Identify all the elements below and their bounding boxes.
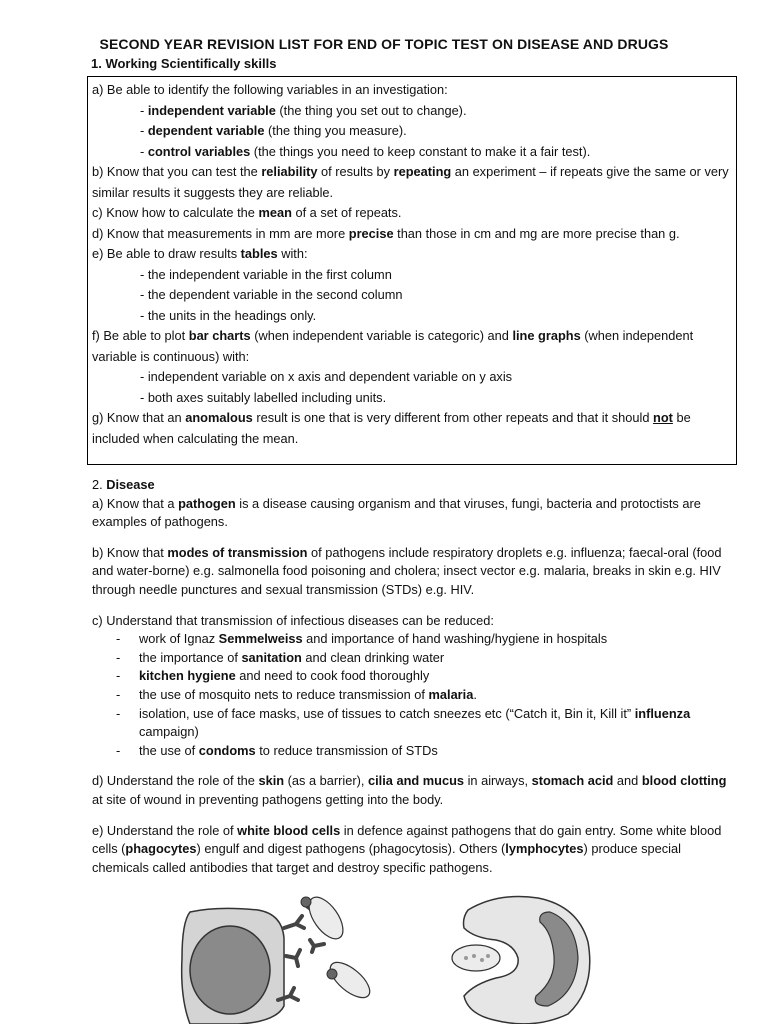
page-title: SECOND YEAR REVISION LIST FOR END OF TOPIC TEST ON DISEASE AND DRUGS <box>99 36 669 52</box>
item-1a-control: - control variables (the things you need to keep constant to make it a fair test). <box>140 143 591 159</box>
item-1b: b) Know that you can test the reliability of results by repeating an experiment – if repeats give the same or very similar results it suggests they are reliable. <box>92 164 729 200</box>
item-1c: c) Know how to calculate the mean of a set of repeats. <box>92 205 402 220</box>
working-scientifically-box <box>87 76 737 465</box>
list-item: - isolation, use of face masks, use of tissues to catch sneezes etc (“Catch it, Bin it, Kill it” influenza campaign) <box>92 705 737 742</box>
item-2b: b) Know that modes of transmission of pathogens include respiratory droplets e.g. influenza; faecal-oral (food and water-borne) e.g. salmonella food poisoning and cholera; insect vector e.g. malaria, breaks in skin e.g. HIV through needle punctures and sexual transmission (STDs) e.g. HIV. <box>92 544 722 597</box>
item-1a-intro: a) Be able to identify the following variables in an investigation: <box>92 82 448 97</box>
transmission-reduction-list <box>92 630 737 760</box>
list-item: - kitchen hygiene and need to cook food thoroughly <box>92 667 737 686</box>
item-2a: a) Know that a pathogen is a disease causing organism and that viruses, fungi, bacteria and protoctists are examples of pathogens. <box>92 495 701 530</box>
section2-heading: 2. Disease <box>92 477 155 492</box>
list-item: - work of Ignaz Semmelweiss and importance of hand washing/hygiene in hospitals <box>92 630 737 649</box>
item-2c-intro: c) Understand that transmission of infectious diseases can be reduced: <box>92 612 494 628</box>
item-1g: g) Know that an anomalous result is one that is very different from other repeats and that it should not be included when calculating the mean. <box>92 410 691 446</box>
list-item: - the importance of sanitation and clean drinking water <box>92 649 737 668</box>
item-1a-independent: - independent variable (the thing you set out to change). <box>140 102 467 118</box>
section1-heading: 1. Working Scientifically skills <box>91 56 277 71</box>
white-blood-cell-illustrations <box>178 888 608 1024</box>
item-1f-2: - both axes suitably labelled including units. <box>140 389 387 405</box>
phagocyte-engulfing-illustration <box>452 897 590 1024</box>
item-1e: e) Be able to draw results tables with: <box>92 246 308 261</box>
item-2e: e) Understand the role of white blood cells in defence against pathogens that do gain entry. Some white blood cells (phagocytes) engulf and digest pathogens (phagocytosis). Others (lymphocytes) produce special chemicals called antibodies that target and destroy specific pathogens. <box>92 822 722 875</box>
item-1e-1: - the independent variable in the first column <box>140 266 392 282</box>
item-1f-1: - independent variable on x axis and dependent variable on y axis <box>140 369 513 384</box>
lymphocyte-antibody-illustration <box>182 891 376 1024</box>
item-2d: d) Understand the role of the skin (as a barrier), cilia and mucus in airways, stomach acid and blood clotting at site of wound in preventing pathogens getting into the body. <box>92 773 727 807</box>
item-1d: d) Know that measurements in mm are more precise than those in cm and mg are more precise than g. <box>92 225 680 241</box>
item-1a-dependent: - dependent variable (the thing you measure). <box>140 123 407 138</box>
disease-section <box>92 476 737 877</box>
item-1f: f) Be able to plot bar charts (when independent variable is categoric) and line graphs (when independent variable is continuous) with: <box>92 328 694 364</box>
item-1e-3: - the units in the headings only. <box>140 307 317 323</box>
list-item: - the use of condoms to reduce transmission of STDs <box>92 742 737 761</box>
item-1e-2: - the dependent variable in the second column <box>140 287 403 302</box>
list-item: - the use of mosquito nets to reduce transmission of malaria. <box>92 686 737 705</box>
